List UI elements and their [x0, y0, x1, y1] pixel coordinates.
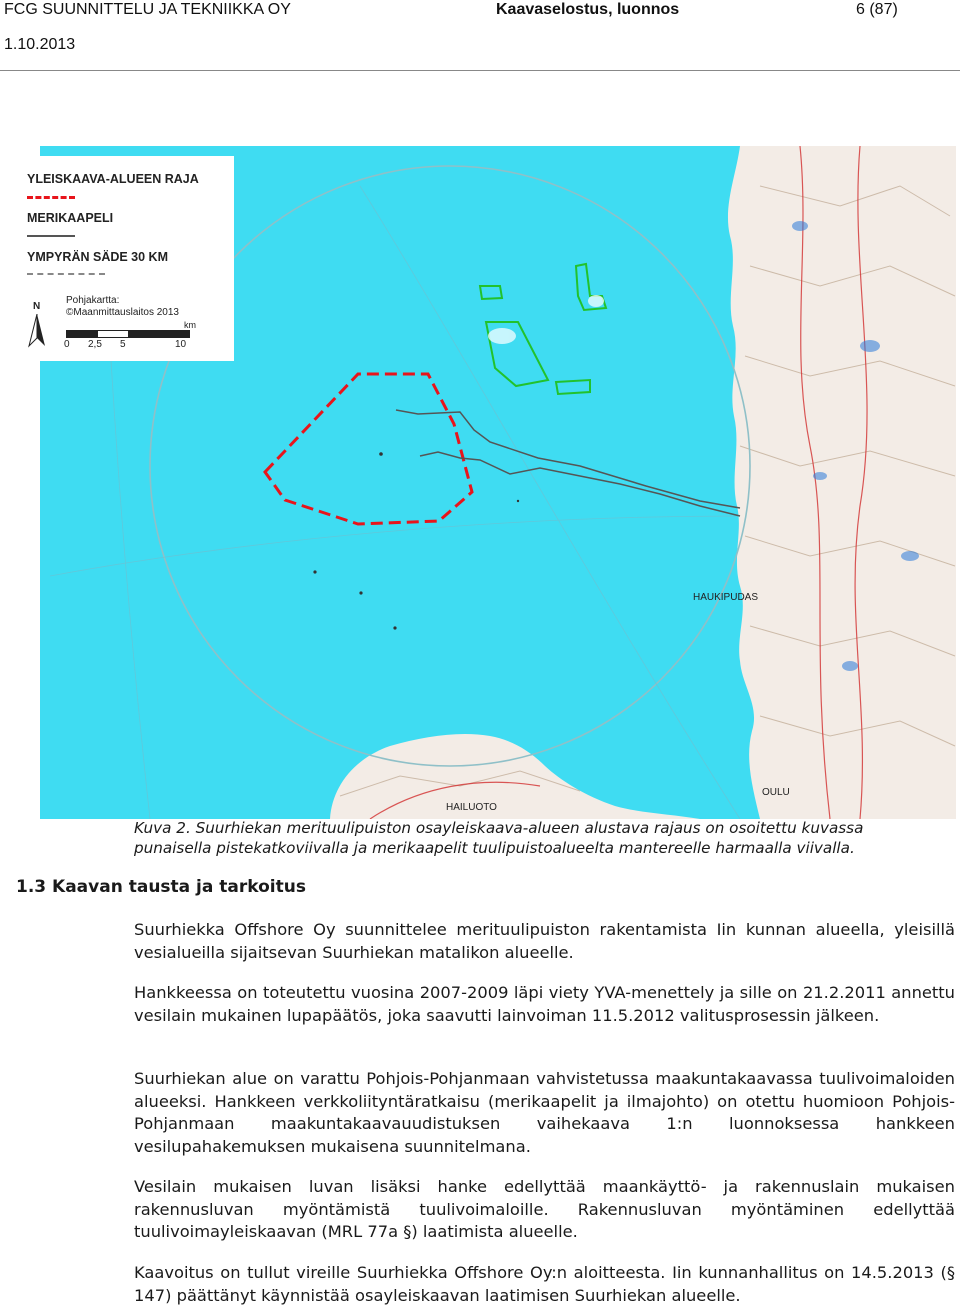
map-legend	[14, 156, 234, 361]
scale-tick-2: 5	[120, 339, 126, 350]
legend-cable-line	[27, 235, 75, 237]
header-company: FCG SUUNNITTELU JA TEKNIIKKA OY	[4, 1, 291, 18]
basemap-source: ©Maanmittauslaitos 2013	[66, 307, 179, 318]
scale-tick-0: 0	[64, 339, 70, 350]
header-document-title: Kaavaselostus, luonnos	[496, 1, 680, 18]
basemap-label: Pohjakartta:	[66, 295, 120, 306]
legend-radius-label: YMPYRÄN SÄDE 30 KM	[27, 250, 168, 264]
header-page-number: 6 (87)	[856, 1, 898, 18]
north-arrow-icon	[27, 314, 47, 348]
north-letter: N	[33, 301, 41, 312]
paragraph-3: Suurhiekan alue on varattu Pohjois-Pohjanmaan vahvistetussa maakuntakaavassa tuulivoimaloiden alueeksi. Hankkeen verkkoliityntäratkaisu (merikaapelit ja ilmajohto) on otettu huomioon Pohjois-Pohjanmaan maakuntakaavauudistuksen vaihekaava 1:n luonnoksessa hankkeen vesilupahakemuksen mukaisena suunnitelmana.	[134, 1069, 955, 1156]
header-date: 1.10.2013	[4, 36, 76, 53]
scale-unit: km	[184, 320, 196, 330]
mainland	[728, 146, 956, 819]
scale-tick-1: 2,5	[88, 339, 102, 350]
legend-boundary-label: YLEISKAAVA-ALUEEN RAJA	[27, 172, 199, 186]
header-divider	[0, 70, 960, 71]
paragraph-1: Suurhiekka Offshore Oy suunnittelee merituulipuiston rakentamista Iin kunnan alueella, yleisillä vesialueilla sijaitsevan Suurhiekan matalikon alueelle.	[134, 920, 955, 962]
legend-boundary-line	[27, 196, 75, 199]
scale-bar	[66, 330, 190, 338]
figure-caption: Kuva 2. Suurhiekan merituulipuiston osayleiskaava-alueen alustava rajaus on osoitettu kuvassa punaisella pistekatkoviivalla ja merikaapelit tuulipuistoalueelta mantereelle harmaalla viivalla.	[134, 819, 864, 857]
paragraph-4: Vesilain mukaisen luvan lisäksi hanke edellyttää maankäyttö- ja rakennuslain mukaisen rakennusluvan myöntämistä tuulivoimaloille. Rakennusluvan myöntäminen edellyttää tuulivoimayleiskaavan (MRL 77a §) laatimista alueelle.	[134, 1177, 955, 1241]
legend-radius-line	[27, 273, 105, 275]
scale-tick-3: 10	[175, 339, 187, 350]
page-header	[0, 0, 960, 70]
paragraph-5: Kaavoitus on tullut vireille Suurhiekka Offshore Oy:n aloitteesta. Iin kunnanhallitus on 14.5.2013 (§ 147) päättänyt käynnistää osayleiskaavan laatimisen Suurhiekan alueelle.	[134, 1263, 955, 1305]
label-haukipudas: HAUKIPUDAS	[693, 592, 759, 603]
paragraph-2: Hankkeessa on toteutettu vuosina 2007-2009 läpi viety YVA-menettely ja sille on 21.2.2011 annettu vesilain mukainen lupapäätös, joka saavutti lainvoiman 11.5.2012 valitusprosessin jälkeen.	[134, 983, 955, 1025]
label-oulu: OULU	[762, 787, 790, 798]
section-heading: 1.3 Kaavan tausta ja tarkoitus	[16, 877, 306, 897]
legend-cable-label: MERIKAAPELI	[27, 211, 114, 225]
label-hailuoto: HAILUOTO	[446, 802, 497, 813]
